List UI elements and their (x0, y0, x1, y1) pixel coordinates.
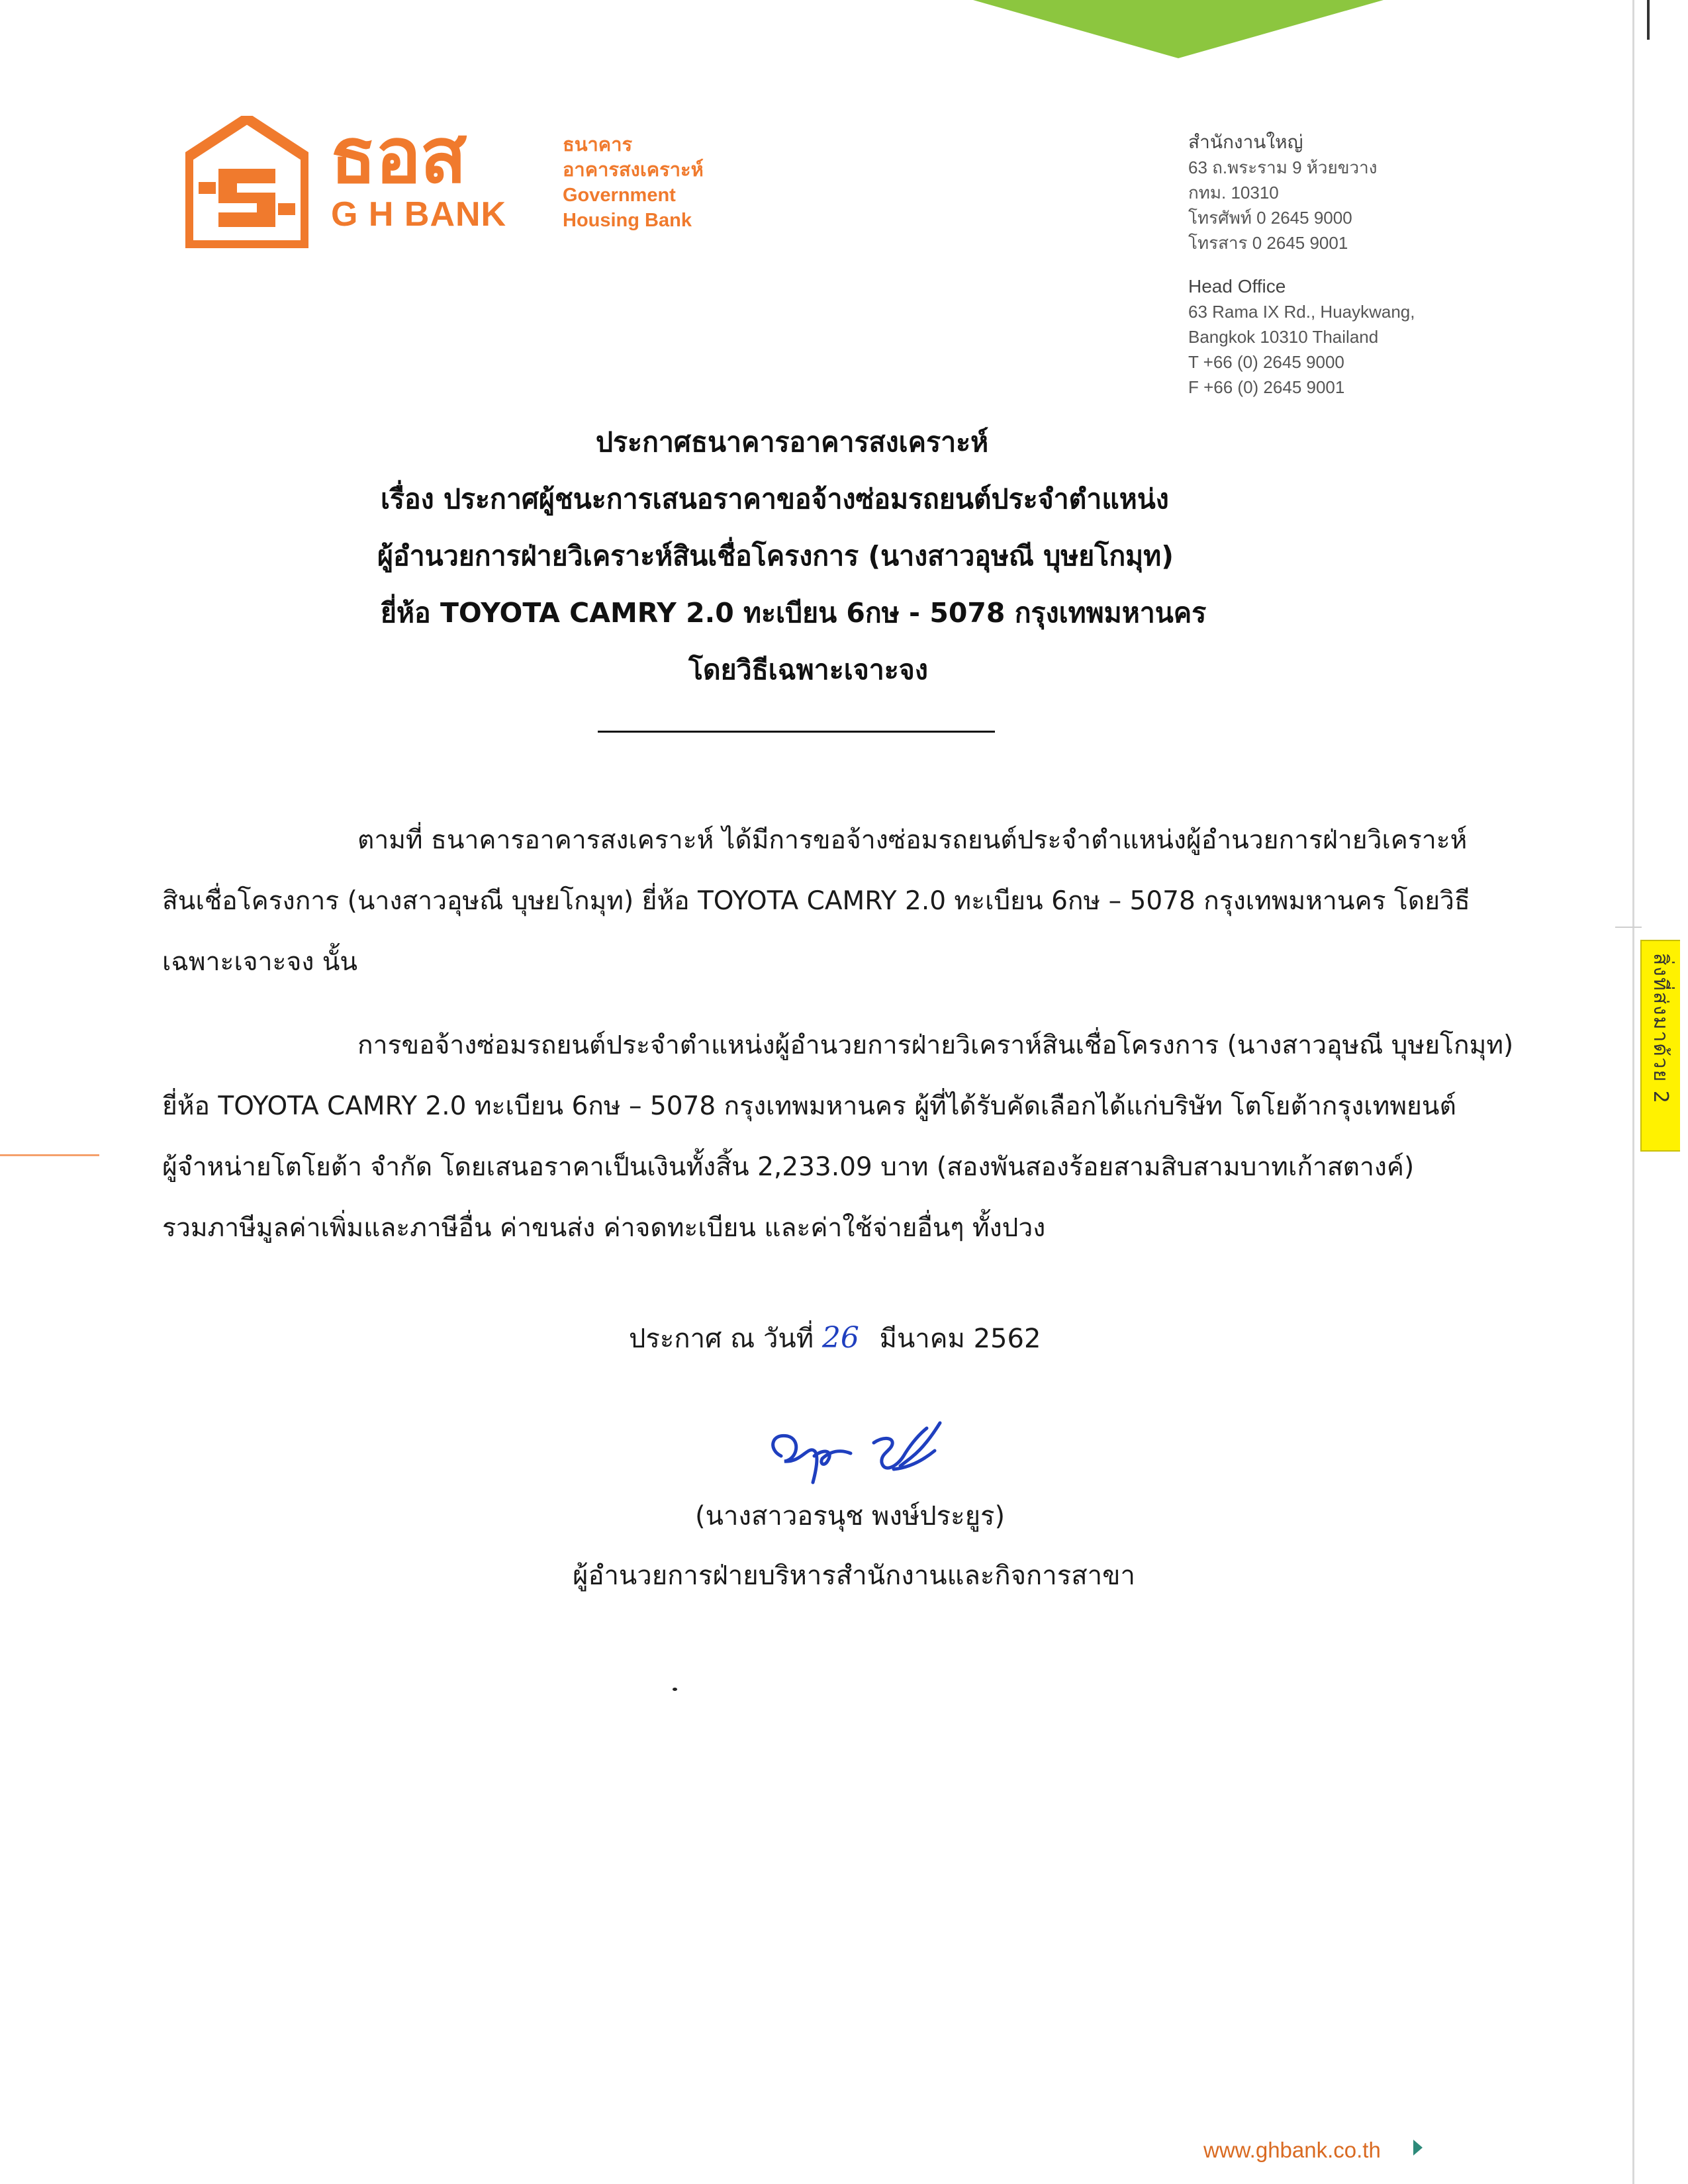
attachment-tab-label: สิ่งที่ส่งมาด้วย 2 (1649, 953, 1672, 1105)
bank-name-line: ธนาคาร (563, 134, 633, 156)
address-line: Bangkok 10310 Thailand (1188, 327, 1379, 347)
signatory-position: ผู้อำนวยการฝ่ายบริหารสำนักงานและกิจการสาขา (573, 1561, 1135, 1591)
fax-line: F +66 (0) 2645 9001 (1188, 377, 1345, 397)
address-line: 63 Rama IX Rd., Huaykwang, (1188, 302, 1415, 322)
date-month-year: มีนาคม 2562 (879, 1324, 1041, 1354)
paragraph-line: ผู้จำหน่ายโตโยต้า จำกัด โดยเสนอราคาเป็นเงินทั้งสิ้น 2,233.09 บาท (สองพันสองร้อยสามสิบสามบาทเก้าสตางค์) (162, 1152, 1415, 1182)
announcement-date (629, 1317, 1041, 1359)
signatory-name: (นางสาวอรนุช พงษ์ประยูร) (695, 1501, 1006, 1531)
address-line: กทม. 10310 (1188, 183, 1279, 203)
arrow-right-icon (1413, 2140, 1423, 2156)
paragraph-line: เฉพาะเจาะจง นั้น (162, 947, 358, 977)
logo-thai-wordmark: ธอส (330, 111, 466, 201)
bank-name-line: Government (563, 185, 676, 206)
subject-line: โดยวิธีเฉพาะเจาะจง (688, 654, 928, 686)
fax-line: โทรสาร 0 2645 9001 (1188, 233, 1348, 253)
page-edge-line (1632, 0, 1634, 2184)
paragraph-line: ตามที่ ธนาคารอาคารสงเคราะห์ ได้มีการขอจ้างซ่อมรถยนต์ประจำตำแหน่งผู้อำนวยการฝ่ายวิเคราะห์ (357, 825, 1468, 855)
gh-bank-house-icon (185, 116, 308, 248)
paragraph-line: สินเชื่อโครงการ (นางสาวอุษณี บุษยโกมุท) ยี่ห้อ TOYOTA CAMRY 2.0 ทะเบียน 6กษ – 5078 กรุงเทพมหานคร โดยวิธี (162, 886, 1470, 916)
address-line: 63 ถ.พระราม 9 ห้วยขวาง (1188, 158, 1378, 177)
bank-name-block (563, 132, 704, 233)
announcement-title: ประกาศธนาคารอาคารสงเคราะห์ (596, 426, 989, 458)
subject-line: ผู้อำนวยการฝ่ายวิเคราะห์สินเชื่อโครงการ (นางสาวอุษณี บุษยโกมุท) (377, 540, 1174, 572)
handwritten-signature (761, 1410, 973, 1496)
phone-line: T +66 (0) 2645 9000 (1188, 352, 1344, 372)
subject-line: ยี่ห้อ TOYOTA CAMRY 2.0 ทะเบียน 6กษ - 5078 กรุงเทพมหานคร (381, 597, 1207, 629)
head-office-address (1188, 130, 1415, 400)
paragraph-line: การขอจ้างซ่อมรถยนต์ประจำตำแหน่งผู้อำนวยการฝ่ายวิเคราห์สินเชื่อโครงการ (นางสาวอุษณี บุษยโกมุท) (357, 1030, 1514, 1060)
scan-speck (673, 1688, 677, 1691)
footer-website-link[interactable]: www.ghbank.co.th (1203, 2138, 1381, 2162)
title-divider (598, 731, 995, 733)
logo-english-wordmark: G H BANK (331, 195, 507, 234)
paragraph-line: รวมภาษีมูลค่าเพิ่มและภาษีอื่น ค่าขนส่ง ค่าจดทะเบียน และค่าใช้จ่ายอื่นๆ ทั้งปวง (162, 1213, 1046, 1243)
bank-name-line: Housing Bank (563, 210, 692, 231)
paragraph-line: ยี่ห้อ TOYOTA CAMRY 2.0 ทะเบียน 6กษ – 5078 กรุงเทพมหานคร ผู้ที่ได้รับคัดเลือกได้แก่บริษัท โตโยต้ากรุงเทพยนต์ (162, 1091, 1456, 1121)
address-heading-english: Head Office (1188, 276, 1286, 296)
page-edge-mark (1647, 0, 1650, 40)
phone-line: โทรศัพท์ 0 2645 9000 (1188, 208, 1352, 228)
edge-tick (1615, 927, 1642, 928)
subject-line: เรื่อง ประกาศผู้ชนะการเสนอราคาขอจ้างซ่อมรถยนต์ประจำตำแหน่ง (381, 483, 1169, 515)
date-prefix: ประกาศ ณ วันที่ (629, 1324, 814, 1354)
address-heading-thai: สำนักงานใหญ่ (1188, 132, 1303, 152)
date-day-handwritten: 26 (821, 1321, 859, 1355)
green-header-tab (973, 0, 1383, 58)
fold-mark (0, 1154, 99, 1156)
bank-name-line: อาคารสงเคราะห์ (563, 159, 704, 181)
